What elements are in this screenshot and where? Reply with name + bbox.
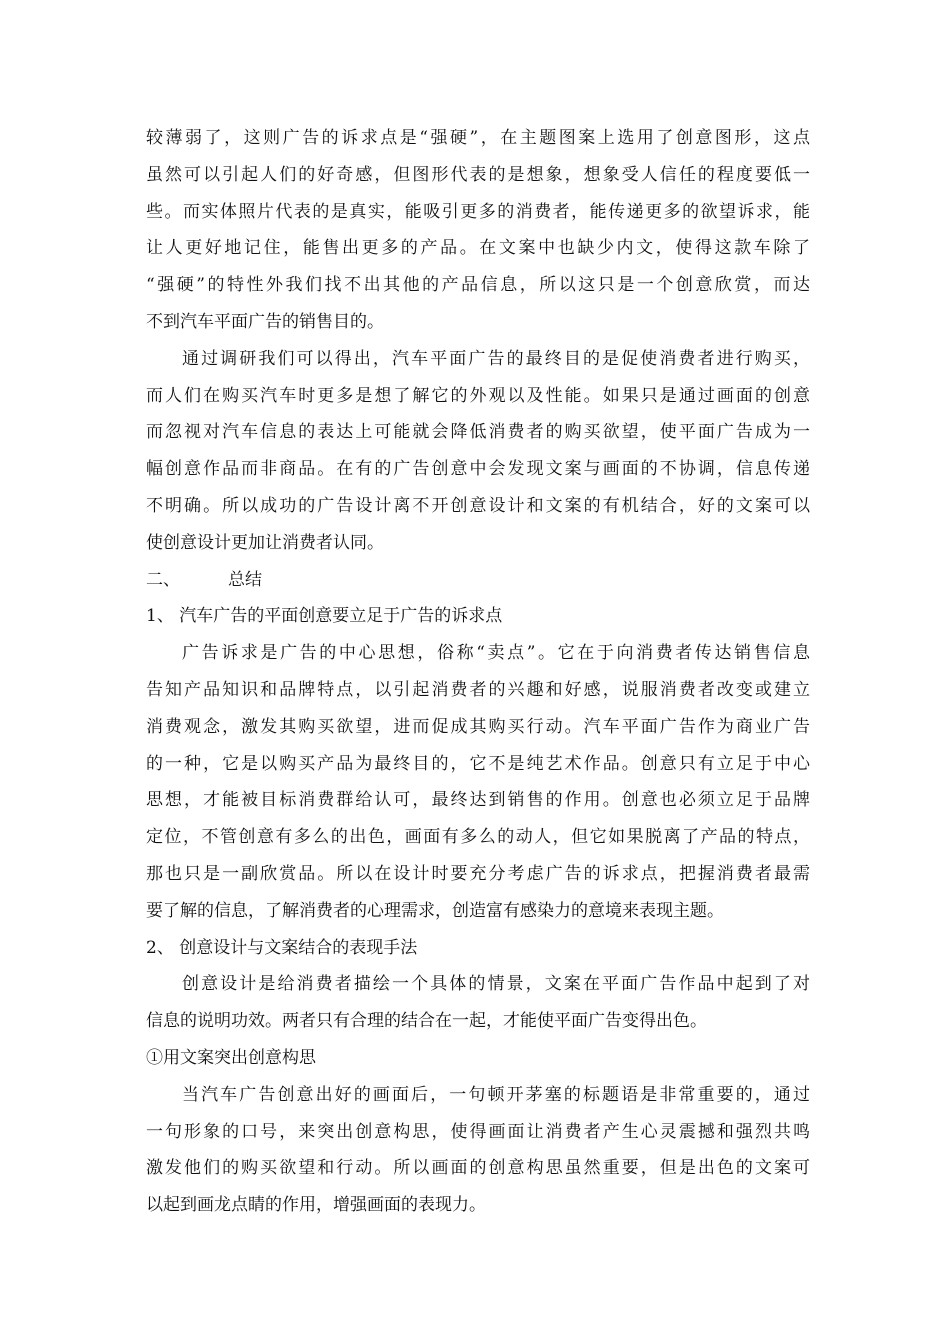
text-line: 告知产品知识和品牌特点，以引起消费者的兴趣和好感，说服消费者改变或建立 — [146, 679, 810, 700]
text-line: 而人们在购买汽车时更多是想了解它的外观以及性能。如果只是通过画面的创意 — [146, 385, 810, 406]
text-line: 较薄弱了，这则广告的诉求点是“强硬”，在主题图案上选用了创意图形，这点 — [146, 128, 810, 148]
text-line: 一句形象的口号，来突出创意构思，使得画面让消费者产生心灵震撼和强烈共鸣 — [146, 1121, 810, 1142]
text-line: 信息的说明功效。两者只有合理的结合在一起，才能使平面广告变得出色。 — [146, 1011, 707, 1032]
paragraph-first-line: 通过调研我们可以得出，汽车平面广告的最终目的是促使消费者进行购买， — [182, 348, 810, 369]
text-line: 不明确。所以成功的广告设计离不开创意设计和文案的有机结合，好的文案可以 — [146, 495, 810, 516]
text-line: 要了解的信息，了解消费者的心理需求，创造富有感染力的意境来表现主题。 — [146, 900, 724, 921]
text-line: 些。而实体照片代表的是真实，能吸引更多的消费者，能传递更多的欲望诉求，能 — [146, 201, 810, 222]
text-line: 思想，才能被目标消费群给认可，最终达到销售的作用。创意也必须立足于品牌 — [146, 790, 810, 811]
subsection-heading: 2、 创意设计与文案结合的表现手法 — [146, 937, 418, 958]
text-line: 定位，不管创意有多么的出色，画面有多么的动人，但它如果脱离了产品的特点， — [146, 827, 810, 848]
text-line: 消费观念，激发其购买欲望，进而促成其购买行动。汽车平面广告作为商业广告 — [146, 716, 810, 737]
paragraph-first-line: 当汽车广告创意出好的画面后，一句顿开茅塞的标题语是非常重要的，通过 — [182, 1084, 810, 1105]
paragraph-first-line: 创意设计是给消费者描绘一个具体的情景，文案在平面广告作品中起到了对 — [182, 974, 810, 995]
section-heading — [146, 562, 810, 599]
text-line: “强硬”的特性外我们找不出其他的产品信息，所以这只是一个创意欣赏，而达 — [146, 275, 810, 296]
text-line: 虽然可以引起人们的好奇感，但图形代表的是想象，想象受人信任的程度要低一 — [146, 164, 810, 185]
section-title: 总结 — [228, 569, 262, 590]
subsection-heading: 1、 汽车广告的平面创意要立足于广告的诉求点 — [146, 606, 503, 627]
text-line: 而忽视对汽车信息的表达上可能就会降低消费者的购买欲望，使平面广告成为一 — [146, 422, 810, 443]
sub-item-heading: ①用文案突出创意构思 — [146, 1047, 316, 1068]
text-line: 让人更好地记住，能售出更多的产品。在文案中也缺少内文，使得这款车除了 — [146, 238, 810, 259]
paragraph-first-line: 广告诉求是广告的中心思想，俗称“卖点”。它在于向消费者传达销售信息 — [182, 643, 810, 664]
text-line: 激发他们的购买欲望和行动。所以画面的创意构思虽然重要，但是出色的文案可 — [146, 1158, 810, 1179]
text-line: 的一种，它是以购买产品为最终目的，它不是纯艺术作品。创意只有立足于中心 — [146, 753, 810, 774]
text-line: 那也只是一副欣赏品。所以在设计时要充分考虑广告的诉求点，把握消费者最需 — [146, 863, 810, 884]
text-line: 幅创意作品而非商品。在有的广告创意中会发现文案与画面的不协调，信息传递 — [146, 459, 810, 480]
text-line: 不到汽车平面广告的销售目的。 — [146, 311, 384, 332]
text-line: 以起到画龙点睛的作用，增强画面的表现力。 — [146, 1195, 486, 1216]
text-line: 使创意设计更加让消费者认同。 — [146, 532, 384, 553]
section-number: 二、 — [146, 569, 180, 590]
body-text — [146, 120, 810, 1224]
